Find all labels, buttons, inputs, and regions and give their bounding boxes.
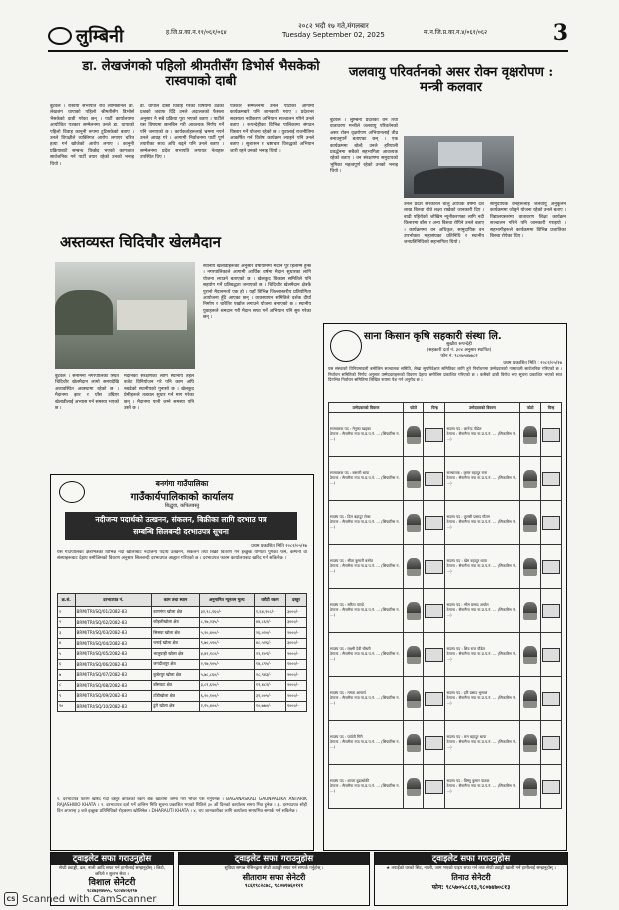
tender-cell: ९ — [58, 691, 76, 702]
election-symbol-icon — [542, 428, 560, 442]
masthead-logo — [48, 24, 124, 48]
col-header: अनुमानित न्यूनतम मूल्य — [199, 594, 254, 607]
candidate-name: सदस्य पद : पार्वती गिरी — [330, 734, 363, 740]
candidate-symbol-cell — [540, 413, 561, 457]
tender-cell: २,९७,९०५/- — [199, 659, 254, 670]
candidate-symbol-cell — [540, 501, 561, 545]
candidate-photo — [407, 690, 421, 708]
tender-cell: बाणगंगा खोला क्षेत्र — [152, 607, 199, 618]
candidate-name: सदस्य पद : दिल बहादुर रोका — [330, 514, 371, 520]
candidate-photo-cell — [403, 677, 424, 721]
col-header: काम तथा स्थान — [152, 594, 199, 607]
candidate-symbol-cell — [424, 589, 445, 633]
candidate-meta: ठेगाना : सैनामैना नपा ना.प्र.प.नं. ... (सिफारिस नं. ...) — [330, 783, 400, 793]
candidate-symbol-cell — [424, 457, 445, 501]
candidate-meta: ठेगाना : सैनामैना नपा ना.प्र.प.नं. ... (सिफारिस नं. ...) — [330, 475, 400, 485]
photo-trees — [55, 290, 113, 335]
notice-ref: प्रथम प्रकाशित मिति २०८२/०५/१७ — [251, 544, 307, 549]
candidate-name: सदस्य पद : ज्ञानेन्द्र पौडेल — [446, 426, 482, 432]
col-header: उम्मेदवारको विवरण — [329, 403, 404, 413]
election-symbol-icon — [542, 692, 560, 706]
candidate-photo — [407, 778, 421, 796]
election-symbol-icon — [542, 780, 560, 794]
tender-cell: कुबेरपुर खोला क्षेत्र — [152, 670, 199, 681]
climate-col-2: उनले प्रदेश सरकारले चालु आर्थिक वर्षमा दश लाख बिरुवा रोप्ने लक्ष्य राखेको जानकारी दिए । बाढी पहिरोको जोखिम न्यूनीकरणका लागि नदी किनारमा बाँस र अन्य बिरुवा रोपिने उनले बताए । कार्यक्रममा वन अधिकृत, सामुदायिक वन उपभोक्ता महासंघका प्रतिनिधि र स्थानीय जनप्रतिनिधिको सहभागिता थियो । — [404, 202, 484, 246]
ad-phone: फोन: ९८५७०५८८१३,९८०७४७०८१३ — [431, 883, 511, 891]
tender-cell: २ — [58, 617, 76, 628]
ad-name: सीताराम सफा सेनेटरी — [242, 872, 306, 882]
candidate-photo-cell — [403, 545, 424, 589]
tender-row — [58, 670, 307, 681]
candidate-meta: ठेगाना : सैनामैना नपा ना.प्र.प.नं. ... (सिफारिस नं. ...) — [446, 695, 517, 705]
tender-row — [58, 628, 307, 639]
tender-cell: BRM/TRI/SQ/08/2082-83 — [75, 680, 152, 691]
candidate-symbol-cell — [424, 677, 445, 721]
tender-row — [58, 607, 307, 618]
masthead-rule — [48, 50, 568, 52]
divorce-col-2: डा. थापाले दोस्रो विवाह गरेको विषयमा उठेका प्रश्नको जवाफ दिँदै उनले अदालतको फैसला अनुसार नै सबै प्रक्रिया पूरा भएको बताए । पार्टीले यस विषयमा छानबिन गरी आवश्यक निर्णय गर्ने पनि जनाएको छ । कार्यकर्ताहरूलाई भ्रममा नपर्न उनले आग्रह गरे । आगामी निर्वाचनमा पार्टी पूर्ण तयारीका साथ अघि बढ्ने पनि उनले बताए । सम्मेलनमा प्रदेश सभापति लगायत नेताहरू उपस्थित थिए । — [140, 104, 224, 161]
tender-table-body — [58, 607, 307, 712]
coop-subtitle — [364, 342, 554, 360]
tender-cell: BRM/TRI/SQ/04/2082-83 — [75, 638, 152, 649]
tender-cell: BRM/TRI/SQ/07/2082-83 — [75, 670, 152, 681]
coop-phone: फोन नं. ९८०७५४७७८२ — [440, 354, 478, 359]
candidate-name: सदस्य पद : विष्णु कुमार पाठक — [446, 778, 490, 784]
tender-cell: १०००/- — [285, 701, 306, 712]
coop-notice — [323, 323, 567, 851]
election-symbol-icon — [425, 648, 443, 662]
tender-cell: ४४,८६२/- — [254, 617, 285, 628]
ad-heading: ट्वाइलेट सफा गराउनुहोस — [179, 853, 369, 865]
candidate-name: सदस्य पद : शान्ता बुढाथोकी — [330, 778, 370, 784]
candidate-symbol-cell — [540, 765, 561, 809]
candidate-details — [329, 545, 404, 589]
tender-cell: २८,९४३/- — [254, 670, 285, 681]
candidate-symbol-cell — [540, 721, 561, 765]
tender-cell: १ — [58, 607, 76, 618]
candidate-symbol-cell — [540, 545, 561, 589]
candidate-name: सञ्चालक पद : बसन्ती थापा — [330, 470, 370, 476]
ad-sitaram-sanitary — [178, 852, 370, 906]
tender-cell: ३ — [58, 628, 76, 639]
candidate-photo — [523, 602, 537, 620]
candidate-symbol-cell — [424, 633, 445, 677]
candidate-row — [329, 545, 562, 589]
candidate-details — [329, 677, 404, 721]
candidate-photo — [523, 778, 537, 796]
notice-office: गाउँकार्यपालिकाको कार्यालय — [130, 492, 234, 503]
candidate-table-header — [329, 403, 562, 413]
notice-title-1: नदीजन्य पदार्थको उत्खनन, संकलन, बिक्रीका लागि दरभाउ पत्र — [95, 515, 267, 524]
candidate-symbol-cell — [424, 765, 445, 809]
ad-phone: ९८६१९८२८७८, ९८०७१७६०१२१ — [244, 882, 304, 889]
candidate-details — [329, 457, 404, 501]
candidate-photo — [523, 426, 537, 444]
candidate-symbol-cell — [424, 501, 445, 545]
election-symbol-icon — [425, 516, 443, 530]
notice-intro: यस गाउँपालिका क्षेत्रभित्रका विभिन्न नदी खोलाबाट नदीजन्य पदार्थ उत्खनन, संकलन तथा बिक्री वितरण गर्न इच्छुक योग्यता पुगेका फर्म, कम्पनी वा संस्थाहरूबाट देहाय बमोजिमको विवरण अनुसार सिलबन्दी दरभाउपत्र आह्वान गरिएको छ । दरभाउपत्र फारम कार्यालयबाट खरिद गर्न सकिनेछ । — [57, 550, 307, 561]
election-symbol-icon — [425, 560, 443, 574]
tender-cell: ७ — [58, 670, 76, 681]
candidate-table-body — [329, 413, 562, 809]
candidate-meta: ठेगाना : सैनामैना नपा ना.प्र.प.नं. ... (सिफारिस नं. ...) — [446, 739, 517, 749]
coop-reg: (सहकारी दर्ता नं. ३०४ अनुसार स्थापित) — [426, 348, 492, 353]
tender-cell: २०००/- — [285, 680, 306, 691]
tender-cell: ४ — [58, 638, 76, 649]
tender-cell: २०००/- — [285, 670, 306, 681]
candidate-details — [329, 721, 404, 765]
candidate-meta: ठेगाना : सैनामैना नपा ना.प्र.प.नं. ... (सिफारिस नं. ...) — [330, 739, 400, 749]
tender-row — [58, 691, 307, 702]
lumbini-logo-icon — [48, 27, 72, 45]
tender-table — [57, 593, 307, 712]
masthead — [48, 18, 568, 48]
tender-cell: कोइलीखोला क्षेत्र — [152, 617, 199, 628]
divorce-headline: डा. लेखजंगको पहिलो श्रीमतीसँग डिभोर्स भैसकेको रास्वपाको दाबी — [82, 59, 320, 89]
candidate-table — [328, 402, 562, 809]
candidate-photo — [407, 558, 421, 576]
ad-heading: ट्वाइलेट सफा गराउनुहोस — [375, 853, 567, 865]
photo-people — [414, 168, 504, 194]
col-header: फोटो — [520, 403, 541, 413]
candidate-photo — [523, 558, 537, 576]
notice-org: बनगंगा गाउँपालिका — [155, 479, 209, 488]
candidate-photo — [407, 602, 421, 620]
tender-cell: ३०००/- — [285, 607, 306, 618]
tender-cell: १०,७७०/- — [254, 701, 285, 712]
tender-cell: ३०००/- — [285, 617, 306, 628]
candidate-photo-cell — [520, 589, 541, 633]
election-symbol-icon — [425, 692, 443, 706]
tender-row — [58, 649, 307, 660]
page-number: 3 — [552, 20, 568, 46]
tender-cell: ८ — [58, 680, 76, 691]
tender-cell: BRM/TRI/SQ/06/2082-83 — [75, 659, 152, 670]
watermark-text: Scanned with CamScanner — [22, 893, 157, 905]
col-header: चिन्ह — [540, 403, 561, 413]
candidate-details — [445, 413, 520, 457]
candidate-details — [445, 589, 520, 633]
candidate-photo-cell — [520, 721, 541, 765]
candidate-meta: ठेगाना : सैनामैना नपा ना.प्र.प.नं. ... (सिफारिस नं. ...) — [446, 475, 517, 485]
candidate-photo — [523, 734, 537, 752]
election-symbol-icon — [425, 780, 443, 794]
tender-cell: ३०००/- — [285, 638, 306, 649]
tender-cell: १९,४८१/- — [254, 680, 285, 691]
candidate-symbol-cell — [540, 589, 561, 633]
candidate-name: सदस्य पद : लक्ष्मी देवी चौधरी — [330, 646, 371, 652]
coop-address: सुखौरा रूपन्देही — [446, 342, 472, 347]
candidate-photo — [407, 470, 421, 488]
election-symbol-icon — [425, 604, 443, 618]
candidate-photo — [523, 514, 537, 532]
chidichaur-photo — [55, 262, 195, 369]
tender-cell: बाँसघाट क्षेत्र — [152, 680, 199, 691]
camscanner-icon: CS — [4, 892, 18, 906]
candidate-name: सदस्य पद : तुलसी प्रसाद गौतम — [446, 514, 490, 520]
election-symbol-icon — [542, 472, 560, 486]
candidate-symbol-cell — [540, 677, 561, 721]
photo-building — [117, 300, 187, 330]
candidate-photo-cell — [403, 633, 424, 677]
divorce-col-1: बुटवल । रास्वपा सभापति रवि लामिछानेले डा. लेखजंग थापाको पहिलो श्रीमतीसँग डिभोर्स भैसकेको दाबी गरेका छन् । पार्टी कार्यालयमा आयोजित पत्रकार सम्मेलनमा उनले डा. थापाको पहिलो विवाह कानुनी रूपमा टुटिसकेको बताए । उनले विपक्षीले व्यक्तिगत आरोप लगाएर चरित्र हत्या गर्न खोजेको आरोप लगाए । कानुनी प्रक्रियाबाटै सम्बन्ध विच्छेद भएको कागजात सार्वजनिक गर्न पार्टी तयार रहेको उनको भनाइ थियो । — [50, 104, 134, 167]
tender-cell: BRM/TRI/SQ/02/2082-83 — [75, 617, 152, 628]
tender-row — [58, 701, 307, 712]
candidate-photo — [523, 470, 537, 488]
ad-phone: ९८४७३२४७५५, ९८०४४०६२९७ — [86, 889, 138, 895]
election-symbol-icon — [425, 472, 443, 486]
candidate-details — [329, 633, 404, 677]
candidate-row — [329, 589, 562, 633]
ad-body: ★ तपाईंको घरको सिट, नाली, जाम भएको पाइप सफा गर्न तथा सेप्टी ट्याङ्की खाली गर्न हामीलाई सम्झनुहोस् । — [386, 866, 556, 871]
candidate-row — [329, 721, 562, 765]
camscanner-watermark — [4, 892, 157, 906]
tender-cell: २०००/- — [285, 649, 306, 660]
candidate-symbol-cell — [424, 545, 445, 589]
tender-row — [58, 659, 307, 670]
tender-cell: ५,७८,८६०/- — [199, 670, 254, 681]
candidate-name: सदस्य पद : शिव राज पौडेल — [446, 646, 486, 652]
candidate-row — [329, 677, 562, 721]
notice-title-2: सम्बन्धि सिलबन्दी दरभाउपत्र सूचना — [133, 527, 229, 536]
candidate-photo — [407, 734, 421, 752]
tender-cell: २०००/- — [285, 691, 306, 702]
climate-col-1: बुटवल । लुम्बिनी प्रदेशका वन तथा वातावरण मन्त्रीले जलवायु परिवर्तनको असर रोक्न वृक्षरोपण अभियानलाई तीव्र बनाउनुपर्ने बताएका छन् । एक कार्यक्रममा बोल्दै उनले हरियाली प्रवर्द्धनमा सबैको सहभागिता आवश्यक रहेको बताए । वन संरक्षणमा समुदायको भूमिका महत्वपूर्ण रहेको उनको भनाइ थियो । — [330, 118, 398, 175]
candidate-name: सदस्य पद : खेम बहादुर थापा — [446, 558, 487, 564]
candidate-photo-cell — [520, 457, 541, 501]
tender-notice — [50, 474, 314, 851]
tender-cell: जगदीशपुर क्षेत्र — [152, 659, 199, 670]
chidichaur-col-2 — [203, 264, 311, 470]
candidate-photo-cell — [520, 677, 541, 721]
candidate-photo — [407, 514, 421, 532]
candidate-symbol-cell — [424, 413, 445, 457]
candidate-photo-cell — [403, 721, 424, 765]
candidate-meta: ठेगाना : सैनामैना नपा ना.प्र.प.नं. ... (सिफारिस नं. ...) — [330, 607, 400, 617]
coop-intro: यस संस्थाको विनियमावली बमोजिम सञ्चालक समिति, लेखा सुपरिवेक्षण समितिका लागि हुने निर्वाचनमा उम्मेदवारको नामावली सार्वजनिक गरिएको छ । निर्वाचन समितिको निर्णय अनुसार उम्मेदवारहरूको विवरण देहाय बमोजिम प्रकाशित गरिएको छ । कसैको दाबी विरोध भए सूचना प्रकाशित भएको सात दिनभित्र निर्वाचन समितिमा लिखित रूपमा पेश गर्न अनुरोध छ । — [328, 366, 562, 383]
tender-cell: १४,८९५/- — [254, 659, 285, 670]
coop-published: प्रथम प्रकाशित मिति : २०८२/०५/१७ — [503, 361, 562, 366]
issue-date-english: Tuesday September 02, 2025 — [282, 31, 385, 39]
candidate-symbol-cell — [540, 633, 561, 677]
candidate-name: सदस्य पद : सीता कुमारी बस्नेत — [330, 558, 374, 564]
tender-cell: १०००/- — [285, 659, 306, 670]
candidate-photo — [523, 646, 537, 664]
tender-cell: २०००/- — [285, 628, 306, 639]
col-header: धरौटी रकम — [254, 594, 285, 607]
tender-cell: ९,७०,५१०/- — [199, 638, 254, 649]
coop-title: साना किसान कृषि सहकारी संस्था लि. — [364, 331, 502, 342]
tender-cell: BRM/TRI/SQ/10/2082-83 — [75, 701, 152, 712]
election-symbol-icon — [542, 648, 560, 662]
climate-headline: जलवायु परिवर्तनको असर रोक्न वृक्षरोपण : मन्त्री कलवार — [348, 65, 554, 95]
election-symbol-icon — [542, 736, 560, 750]
climate-col-3: सामुदायिक वनहरूलाई जलवायु अनुकूलन कार्यक्रममा जोड्ने योजना रहेको उनले बताए । विद्यालयस्तरमा वातावरण शिक्षा कार्यक्रम सञ्चालन गरिने पनि जानकारी गराइयो । सहभागीहरूले कार्यक्रममा विभिन्न प्रजातिका बिरुवा रोपेका थिए । — [490, 202, 566, 240]
candidate-name: सञ्चालक : कृष्ण बहादुर राना — [446, 470, 488, 476]
candidate-name: सञ्चालक पद : मेनुका खड्का — [330, 426, 371, 432]
tender-cell: टाँडीखोला क्षेत्र — [152, 691, 199, 702]
col-header: क्र.सं. — [58, 594, 76, 607]
candidate-details — [445, 545, 520, 589]
candidate-photo-cell — [520, 633, 541, 677]
candidate-photo — [407, 426, 421, 444]
col-header: चिन्ह — [424, 403, 445, 413]
tender-cell: ढुंगे खोला क्षेत्र — [152, 701, 199, 712]
chidichaur-col-1: मैदानको संरक्षणका लागि स्थानीय तहले बजेट विनियोजन गरे पनि काम अघि नबढेको स्थानीयको गुनासो छ । खेलकुद प्रेमीहरूले तत्काल सुधार गर्न माग गरेका छन् । मैदानमा पानी जम्ने समस्या पनि उस्तै छ । — [124, 374, 194, 412]
ad-name: तिनाउ सेनेटरी — [451, 872, 491, 882]
ad-body: सुविधा सम्पन्न मेसिनद्वारा सेप्टी ट्याङ्की सफा गर्न सम्पर्क गर्नुहोस् । — [224, 866, 324, 871]
candidate-photo — [523, 690, 537, 708]
candidate-photo-cell — [403, 589, 424, 633]
tender-cell: ६,२०,१००/- — [199, 691, 254, 702]
candidate-photo-cell — [403, 501, 424, 545]
tender-cell: २२,१०९/- — [254, 649, 285, 660]
candidate-details — [329, 413, 404, 457]
photo-screen — [438, 142, 482, 166]
climate-photo — [404, 136, 514, 198]
candidate-details — [329, 501, 404, 545]
candidate-photo-cell — [403, 765, 424, 809]
candidate-meta: ठेगाना : सैनामैना नपा ना.प्र.प.नं. ... (सिफारिस नं. ...) — [330, 651, 400, 661]
tender-cell: ३१,००५/- — [254, 691, 285, 702]
tender-cell: ८,९७,२३५/- — [199, 617, 254, 628]
tender-cell: BRM/TRI/SQ/01/2082-83 — [75, 607, 152, 618]
candidate-name: सदस्य पद : ममता आचार्य — [330, 690, 366, 696]
candidate-meta: ठेगाना : सैनामैना नपा ना.प्र.प.नं. ... (सिफारिस नं. ...) — [446, 783, 517, 793]
coop-logo-icon — [330, 330, 362, 362]
mpc-registration: म.न.जि.प्र.का.न.४/०६१/०६२ — [424, 29, 488, 36]
candidate-details — [445, 677, 520, 721]
candidate-photo-cell — [520, 545, 541, 589]
ad-tinau-sanitary — [374, 852, 568, 906]
candidate-row — [329, 457, 562, 501]
candidate-meta: ठेगाना : सैनामैना नपा ना.प्र.प.नं. ... (सिफारिस नं. ...) — [446, 607, 517, 617]
candidate-symbol-cell — [424, 721, 445, 765]
candidate-row — [329, 413, 562, 457]
col-header: उम्मेदवारको विवरण — [445, 403, 520, 413]
tender-cell: ३२,९८,१६०/- — [199, 607, 254, 618]
tender-cell: २,१५,४००/- — [199, 701, 254, 712]
tender-cell: ६ — [58, 659, 76, 670]
notice-address: बिद्धुवा, कपिलवस्तु — [164, 503, 200, 509]
tender-row — [58, 617, 307, 628]
candidate-meta: ठेगाना : सैनामैना नपा ना.प्र.प.नं. ... (सिफारिस नं. ...) — [330, 519, 400, 529]
candidate-details — [445, 721, 520, 765]
candidate-photo-cell — [520, 501, 541, 545]
candidate-row — [329, 633, 562, 677]
registration-number: ह.जि.प्र.का.न.११/०६१/०६४ — [166, 29, 227, 36]
col-header: फोटो — [403, 403, 424, 413]
election-symbol-icon — [542, 516, 560, 530]
tender-cell: ४८,५२६/- — [254, 638, 285, 649]
tender-cell: १,६४,९०८/- — [254, 607, 285, 618]
tender-cell: ५,२०,४००/- — [199, 628, 254, 639]
candidate-photo-cell — [403, 457, 424, 501]
candidate-details — [445, 501, 520, 545]
tender-cell: सिसवा खोला क्षेत्र — [152, 628, 199, 639]
tender-cell: ४,४२,१८०/- — [199, 649, 254, 660]
tender-cell: २६,०२०/- — [254, 628, 285, 639]
candidate-meta: ठेगाना : सैनामैना नपा ना.प्र.प.नं. ... (सिफारिस नं. ...) — [446, 431, 517, 441]
candidate-meta: ठेगाना : सैनामैना नपा ना.प्र.प.नं. ... (सिफारिस नं. ...) — [446, 519, 517, 529]
tender-table-header — [58, 594, 307, 607]
chidichaur-col-2-text: स्थानीय खेलाडीहरूका अनुसार वर्षायाममा मैदान पूरै हिलाम्मे हुन्छ । नगरपालिकाले आगामी आर्थिक वर्षमा मैदान सुधारका लागि योजना ल्याउने बताएको छ । खेलकुद विकास समितिले पनि सहयोग गर्ने प्रतिबद्धता जनाएको छ । — [203, 264, 311, 289]
candidate-row — [329, 765, 562, 809]
candidate-photo-cell — [520, 765, 541, 809]
candidate-photo-cell — [520, 413, 541, 457]
candidate-details — [445, 457, 520, 501]
candidate-meta: ठेगाना : सैनामैना नपा ना.प्र.प.नं. ... (सिफारिस नं. ...) — [330, 695, 400, 705]
candidate-row — [329, 501, 562, 545]
candidate-details — [445, 765, 520, 809]
tender-cell: ५ — [58, 649, 76, 660]
candidate-meta: ठेगाना : सैनामैना नपा ना.प्र.प.नं. ... (सिफारिस नं. ...) — [446, 563, 517, 573]
newspaper-name: लुम्बिनी — [76, 26, 124, 47]
tender-cell: BRM/TRI/SQ/09/2082-83 — [75, 691, 152, 702]
col-header: दस्तुर — [285, 594, 306, 607]
candidate-photo — [407, 646, 421, 664]
col-header: दरभाउपत्र नं. — [75, 594, 152, 607]
chidichaur-col-3-text: चिदिचौर खेलमैदान क्षेत्रकै पुरानो मैदानमध्ये एक हो । यहाँ विभिन्न जिल्लास्तरीय प्रतियोगिता आयोजना हुँदै आएका छन् । व्यवस्थापन समितिले दर्शक दीर्घा निर्माण र चारैतिर पर्खाल लगाउने योजना बनाएको छ । स्थानीय युवाहरूले श्रमदान गरी मैदान सफा गर्ने अभियान पनि सुरु गरेका छन् । — [203, 283, 311, 321]
candidate-symbol-cell — [540, 457, 561, 501]
election-symbol-icon — [542, 560, 560, 574]
issue-date-nepali: २०८२ भदौ १७ गते,मंगलबार — [298, 22, 369, 30]
chidichaur-headline: अस्तव्यस्त चिदिचौर खेलमैदान — [60, 233, 221, 251]
candidate-details — [329, 589, 404, 633]
chidichaur-caption: बुटवल । सैनामैना नगरपालिका स्थित चिदिचौर खेलमैदान लामो समयदेखि अव्यवस्थित अवस्थामा रहेको छ । मैदानमा झार र घाँस उम्रिएर खेलाडीलाई अभ्यास गर्न समस्या भएको छ । — [55, 374, 119, 412]
candidate-name: सदस्य पद : राम बहादुर थापा — [446, 734, 487, 740]
tender-cell: BRM/TRI/SQ/03/2082-83 — [75, 628, 152, 639]
tender-row — [58, 638, 307, 649]
candidate-photo-cell — [403, 413, 424, 457]
tender-cell: BRM/TRI/SQ/05/2082-83 — [75, 649, 152, 660]
notice-footer: १. दरभाउपत्र फारम खरिद गर्दा दस्तुर बापतको रकम बैंक खातामा जम्मा गरी भौचर पेश गर्नुपर्नेछ । BAGANASKALI GAUNPALIKA ANTARIK RAJASHWO KHATA । २. दरभाउपत्र दर्ता गर्ने अन्तिम मिति सूचना प्रकाशित भएको मितिले ३० औं दिनको कार्यालय समय भित्र हुनेछ । ३. दरभाउपत्र सोही दिन अपरान्ह ३ बजे इच्छुक प्रतिनिधिको रोहबरमा खोलिनेछ । DHARAUTI KHATA । ४. थप जानकारीका लागि कार्यालय समयभित्र सम्पर्क गर्न सकिनेछ । — [57, 797, 307, 814]
tender-cell: ३,८९,६२०/- — [199, 680, 254, 691]
election-symbol-icon — [542, 604, 560, 618]
ad-body: सेप्टी ट्याङ्की, ढल, नाली आदि सफा गर्न हामीलाई सम्झनुहोस् । छिटो, छरितो र सुलभ सेवा । — [59, 866, 165, 877]
tender-row — [58, 680, 307, 691]
tender-cell: १० — [58, 701, 76, 712]
candidate-details — [329, 765, 404, 809]
candidate-meta: ठेगाना : सैनामैना नपा ना.प्र.प.नं. ... (सिफारिस नं. ...) — [330, 431, 400, 441]
issue-date — [282, 22, 385, 40]
ad-heading: ट्वाइलेट सफा गराउनुहोस — [51, 853, 173, 865]
election-symbol-icon — [425, 736, 443, 750]
candidate-meta: ठेगाना : सैनामैना नपा ना.प्र.प.नं. ... (सिफारिस नं. ...) — [330, 563, 400, 573]
candidate-name: सदस्य पद : सरिता पाण्डे — [330, 602, 364, 608]
candidate-name: सदस्य पद : हरि प्रसाद भुसाल — [446, 690, 488, 696]
candidate-name: सदस्य पद : भीम प्रसाद अर्याल — [446, 602, 489, 608]
ad-name: विशाल सेनेटरी — [88, 878, 136, 889]
election-symbol-icon — [425, 428, 443, 442]
divorce-col-3: पत्रकार सम्मेलनमा उनले पार्टीका आगामी कार्यक्रमबारे पनि जानकारी गराए । प्रदेशभर सदस्यता नवीकरण अभियान सञ्चालन गरिने उनले बताए । रूपन्देहीका विभिन्न पालिकामा संगठन विस्तार गर्ने योजना रहेको छ । युवालाई राजनीतिमा आकर्षित गर्न विशेष कार्यक्रम ल्याइने पनि उनले बताए । सुशासन र भ्रष्टाचार विरुद्धको अभियान जारी रहने उनको भनाइ थियो । — [230, 104, 314, 154]
tender-cell: भालुवाही खोला क्षेत्र — [152, 649, 199, 660]
notice-title-bar — [65, 512, 297, 540]
tender-cell: चनाई खोला क्षेत्र — [152, 638, 199, 649]
candidate-details — [445, 633, 520, 677]
candidate-meta: ठेगाना : सैनामैना नपा ना.प्र.प.नं. ... (सिफारिस नं. ...) — [446, 651, 517, 661]
